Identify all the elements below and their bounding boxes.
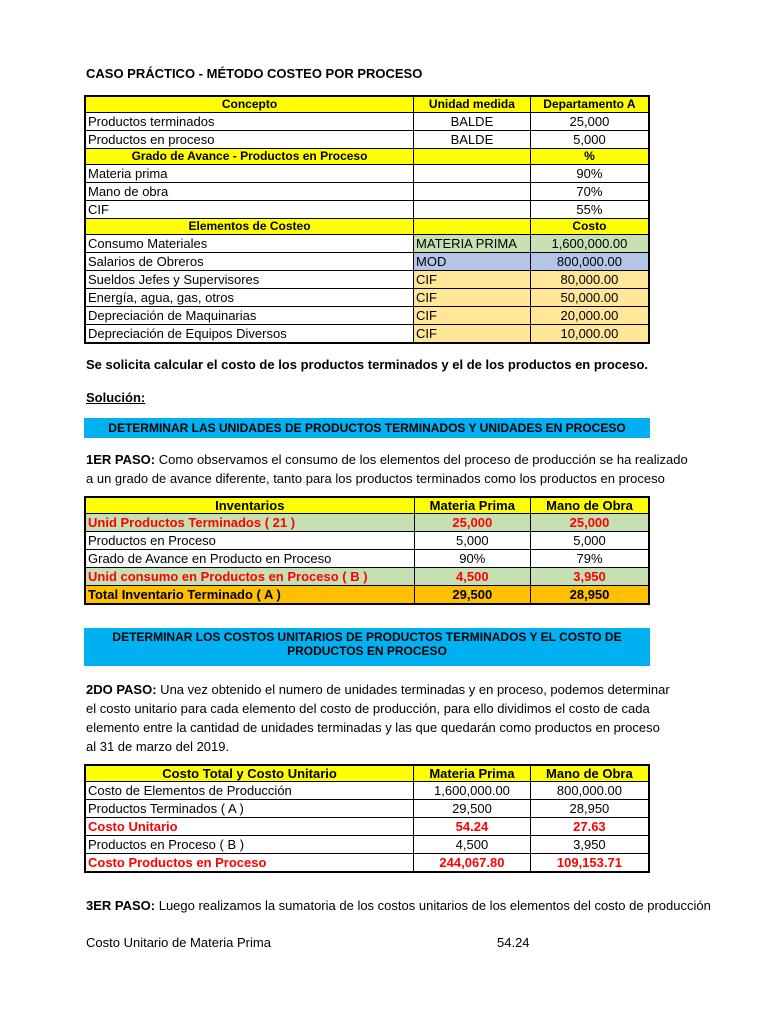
- table-row: [85, 568, 649, 586]
- table-cell[interactable]: BALDE: [414, 131, 531, 149]
- table-row: [85, 550, 649, 568]
- section-header: [414, 219, 531, 235]
- section-header: Elementos de Costeo: [85, 219, 414, 235]
- table-row: [85, 183, 649, 201]
- table-row: [85, 782, 649, 800]
- table-cell[interactable]: 3,950: [530, 836, 649, 854]
- table-cell[interactable]: 25,000: [414, 514, 530, 532]
- table-row: [85, 307, 649, 325]
- table-row: [85, 131, 649, 149]
- table-row: [85, 271, 649, 289]
- final-value[interactable]: 54.24: [497, 935, 530, 950]
- table-cell[interactable]: 4,500: [414, 836, 531, 854]
- table-cell[interactable]: 50,000.00: [530, 289, 649, 307]
- table-cell[interactable]: 244,067.80: [414, 854, 531, 873]
- column-header: Concepto: [85, 96, 414, 113]
- inventory-table: [84, 496, 650, 605]
- step3-label: 3ER PASO:: [86, 898, 156, 913]
- table-cell[interactable]: Consumo Materiales: [85, 235, 414, 253]
- section-header: [414, 149, 531, 165]
- table-total-row: [85, 586, 649, 605]
- unit-cost-table: [84, 764, 650, 873]
- table-cell[interactable]: 800,000.00: [530, 782, 649, 800]
- page-title: CASO PRÁCTICO - MÉTODO COSTEO POR PROCESO: [86, 66, 423, 81]
- data-table: [84, 95, 650, 344]
- step2-line4: al 31 de marzo del 2019.: [86, 739, 230, 754]
- table-row: [85, 854, 649, 873]
- section-header: %: [530, 149, 649, 165]
- table-cell[interactable]: MOD: [414, 253, 531, 271]
- table-cell[interactable]: 25,000: [530, 113, 649, 131]
- table-cell[interactable]: Costo Unitario: [85, 818, 414, 836]
- column-header: Materia Prima: [414, 765, 531, 782]
- table-cell[interactable]: 27.63: [530, 818, 649, 836]
- step2-line2: el costo unitario para cada elemento del costo de producción, para ello dividimos el costo de cada: [86, 701, 650, 716]
- step1-line2: a un grado de avance diferente, tanto para los productos terminados como los productos en proceso: [86, 471, 665, 486]
- table-cell[interactable]: [414, 183, 531, 201]
- table-row: [85, 165, 649, 183]
- table-cell[interactable]: 5,000: [414, 532, 530, 550]
- table-header-row: [85, 765, 649, 782]
- table-cell[interactable]: 79%: [531, 550, 649, 568]
- table-cell[interactable]: Salarios de Obreros: [85, 253, 414, 271]
- step1-line1: [86, 450, 688, 469]
- table-cell[interactable]: Mano de obra: [85, 183, 414, 201]
- banner-line: DETERMINAR LOS COSTOS UNITARIOS DE PRODUCTOS TERMINADOS Y EL COSTO DE: [112, 630, 622, 644]
- column-header: Materia Prima: [414, 497, 530, 514]
- section-header: Costo: [530, 219, 649, 235]
- column-header: Departamento A: [530, 96, 649, 113]
- step2-label: 2DO PASO:: [86, 682, 157, 697]
- step1-text: Como observamos el consumo de los elementos del proceso de producción se ha realizado: [155, 452, 688, 467]
- table-row: [85, 253, 649, 271]
- table-cell[interactable]: 28,950: [531, 586, 649, 605]
- table-row: [85, 532, 649, 550]
- table-cell[interactable]: 29,500: [414, 800, 531, 818]
- table-row: [85, 201, 649, 219]
- table-cell[interactable]: 20,000.00: [530, 307, 649, 325]
- section-header-row: [85, 219, 649, 235]
- table-cell[interactable]: Depreciación de Maquinarias: [85, 307, 414, 325]
- table-cell[interactable]: 28,950: [530, 800, 649, 818]
- table-cell[interactable]: 90%: [414, 550, 530, 568]
- column-header: Inventarios: [85, 497, 414, 514]
- table-header-row: [85, 497, 649, 514]
- table-row: [85, 113, 649, 131]
- step1-label: 1ER PASO:: [86, 452, 156, 467]
- solution-heading: Solución:: [86, 390, 146, 405]
- table-cell[interactable]: 70%: [530, 183, 649, 201]
- column-header: Costo Total y Costo Unitario: [85, 765, 414, 782]
- table-cell[interactable]: Total Inventario Terminado ( A ): [85, 586, 414, 605]
- table-row: [85, 836, 649, 854]
- table-cell[interactable]: 54.24: [414, 818, 531, 836]
- section-header: Grado de Avance - Productos en Proceso: [85, 149, 414, 165]
- table-row: [85, 514, 649, 532]
- step3-line1: [86, 896, 711, 915]
- table-row: [85, 325, 649, 344]
- table-cell[interactable]: Materia prima: [85, 165, 414, 183]
- table-cell[interactable]: [414, 165, 531, 183]
- table-cell[interactable]: BALDE: [414, 113, 531, 131]
- banner-text: DETERMINAR LAS UNIDADES DE PRODUCTOS TERMINADOS Y UNIDADES EN PROCESO: [108, 421, 626, 435]
- table-cell[interactable]: CIF: [414, 271, 531, 289]
- step2-paragraph: [84, 680, 670, 760]
- table-cell[interactable]: Depreciación de Equipos Diversos: [85, 325, 414, 344]
- step2-line3: elemento entre la cantidad de unidades terminadas y las que quedarán como productos en proceso: [86, 720, 660, 735]
- request-text: Se solicita calcular el costo de los productos terminados y el de los productos en proceso.: [86, 357, 649, 372]
- table-cell[interactable]: 29,500: [414, 586, 530, 605]
- table-cell[interactable]: CIF: [414, 325, 531, 344]
- table-cell[interactable]: 55%: [530, 201, 649, 219]
- table-row: [85, 800, 649, 818]
- table-cell[interactable]: 80,000.00: [530, 271, 649, 289]
- table-cell[interactable]: Grado de Avance en Producto en Proceso: [85, 550, 414, 568]
- table-cell[interactable]: Productos en Proceso: [85, 532, 414, 550]
- final-label: Costo Unitario de Materia Prima: [86, 935, 271, 950]
- table-cell[interactable]: Productos Terminados ( A ): [85, 800, 414, 818]
- section-banner: [84, 628, 650, 666]
- section-banner: [84, 418, 650, 438]
- table-cell[interactable]: 3,950: [531, 568, 649, 586]
- table-cell[interactable]: 109,153.71: [530, 854, 649, 873]
- table-cell[interactable]: Productos terminados: [85, 113, 414, 131]
- table-cell[interactable]: 1,600,000.00: [414, 782, 531, 800]
- table-row: [85, 235, 649, 253]
- table-cell[interactable]: 800,000.00: [530, 253, 649, 271]
- table-cell[interactable]: Unid Productos Terminados ( 21 ): [85, 514, 414, 532]
- table-cell[interactable]: 1,600,000.00: [530, 235, 649, 253]
- table-cell[interactable]: CIF: [85, 201, 414, 219]
- table-cell[interactable]: CIF: [414, 307, 531, 325]
- section-header-row: [85, 149, 649, 165]
- step2-line1: [86, 680, 670, 699]
- table-cell[interactable]: Productos en proceso: [85, 131, 414, 149]
- step3-paragraph: [84, 896, 711, 918]
- table-cell[interactable]: MATERIA PRIMA: [414, 235, 531, 253]
- table-header-row: [85, 96, 649, 113]
- table-cell[interactable]: Costo Productos en Proceso: [85, 854, 414, 873]
- table-cell[interactable]: 90%: [530, 165, 649, 183]
- table-row: [85, 818, 649, 836]
- column-header: Mano de Obra: [530, 765, 649, 782]
- step2-text: Una vez obtenido el numero de unidades terminadas y en proceso, podemos determinar: [156, 682, 670, 697]
- column-header: Mano de Obra: [531, 497, 649, 514]
- table-cell[interactable]: Costo de Elementos de Producción: [85, 782, 414, 800]
- table-cell[interactable]: Unid consumo en Productos en Proceso ( B ): [85, 568, 414, 586]
- table-cell[interactable]: 5,000: [530, 131, 649, 149]
- table-cell[interactable]: 10,000.00: [530, 325, 649, 344]
- table-cell[interactable]: 5,000: [531, 532, 649, 550]
- table-cell[interactable]: CIF: [414, 289, 531, 307]
- table-cell[interactable]: Productos en Proceso ( B ): [85, 836, 414, 854]
- column-header: Unidad medida: [414, 96, 531, 113]
- step3-text: Luego realizamos la sumatoria de los costos unitarios de los elementos del costo de producción: [155, 898, 711, 913]
- table-cell[interactable]: Sueldos Jefes y Supervisores: [85, 271, 414, 289]
- banner-line: PRODUCTOS EN PROCESO: [287, 644, 447, 658]
- table-cell[interactable]: 4,500: [414, 568, 530, 586]
- step1-paragraph: [84, 450, 688, 490]
- table-row: [85, 289, 649, 307]
- table-cell[interactable]: 25,000: [531, 514, 649, 532]
- table-cell[interactable]: Energía, agua, gas, otros: [85, 289, 414, 307]
- table-cell[interactable]: [414, 201, 531, 219]
